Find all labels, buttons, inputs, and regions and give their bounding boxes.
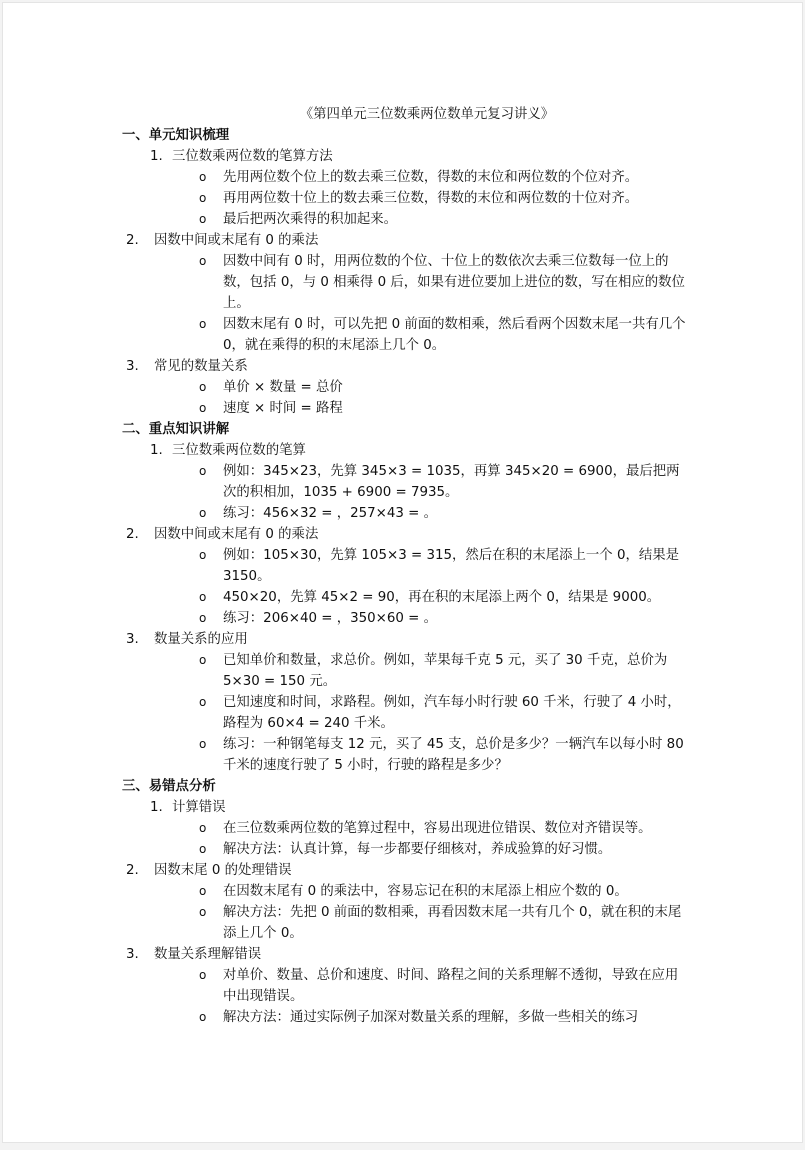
bullet-point — [122, 839, 692, 860]
bullet-point — [122, 188, 692, 209]
section-heading: 一、单元知识梳理 — [122, 128, 230, 143]
item-number: 2. — [126, 863, 139, 878]
item-number: 3. — [126, 359, 139, 374]
item-title: 计算错误 — [172, 800, 226, 815]
bullet-point — [122, 167, 692, 188]
circle-bullet-icon: o — [199, 254, 207, 268]
bullet-point — [122, 1007, 692, 1028]
circle-bullet-icon: o — [199, 506, 207, 520]
bullet-text: 因数中间有 0 时，用两位数的个位、十位上的数依次去乘三位数每一位上的数，包括 0，与 0 相乘得 0 后，如果有进位要加上进位的数，写在相应的数位上。 — [223, 254, 685, 311]
document-content — [122, 104, 692, 1028]
bullet-point — [122, 209, 692, 230]
list-item — [122, 860, 692, 881]
circle-bullet-icon: o — [199, 653, 207, 667]
item-title: 常见的数量关系 — [154, 359, 248, 374]
circle-bullet-icon: o — [199, 968, 207, 982]
item-title: 三位数乘两位数的笔算 — [172, 443, 306, 458]
item-number: 3. — [126, 632, 139, 647]
item-title: 三位数乘两位数的笔算方法 — [172, 149, 333, 164]
item-title: 因数中间或末尾有 0 的乘法 — [154, 233, 319, 248]
section-heading: 三、易错点分析 — [122, 779, 216, 794]
document-title: 《第四单元三位数乘两位数单元复习讲义》 — [299, 107, 555, 122]
circle-bullet-icon: o — [199, 1010, 207, 1024]
circle-bullet-icon: o — [199, 170, 207, 184]
item-title: 数量关系的应用 — [154, 632, 248, 647]
circle-bullet-icon: o — [199, 842, 207, 856]
bullet-text: 速度 × 时间 = 路程 — [223, 401, 343, 416]
item-number: 1. — [150, 149, 163, 164]
bullet-point — [122, 587, 692, 608]
bullet-text: 对单价、数量、总价和速度、时间、路程之间的关系理解不透彻，导致在应用中出现错误。 — [223, 968, 679, 1004]
circle-bullet-icon: o — [199, 191, 207, 205]
circle-bullet-icon: o — [199, 590, 207, 604]
bullet-point — [122, 734, 692, 776]
item-number: 3. — [126, 947, 139, 962]
circle-bullet-icon: o — [199, 464, 207, 478]
list-item — [122, 356, 692, 377]
bullet-text: 在三位数乘两位数的笔算过程中，容易出现进位错误、数位对齐错误等。 — [223, 821, 652, 836]
circle-bullet-icon: o — [199, 317, 207, 331]
bullet-point — [122, 818, 692, 839]
bullet-text: 已知单价和数量，求总价。例如，苹果每千克 5 元，买了 30 千克，总价为 5×30 = 150 元。 — [223, 653, 668, 689]
bullet-text: 解决方法：通过实际例子加深对数量关系的理解，多做一些相关的练习 — [223, 1010, 639, 1025]
bullet-text: 因数末尾有 0 时，可以先把 0 前面的数相乘，然后看两个因数末尾一共有几个 0，就在乘得的积的末尾添上几个 0。 — [223, 317, 686, 353]
circle-bullet-icon: o — [199, 548, 207, 562]
bullet-text: 例如：105×30，先算 105×3 = 315，然后在积的末尾添上一个 0，结果是 3150。 — [223, 548, 680, 584]
circle-bullet-icon: o — [199, 821, 207, 835]
bullet-text: 最后把两次乘得的积加起来。 — [223, 212, 398, 227]
bullet-text: 解决方法：先把 0 前面的数相乘，再看因数末尾一共有几个 0，就在积的末尾添上几个 0。 — [223, 905, 682, 941]
bullet-point — [122, 398, 692, 419]
bullet-point — [122, 692, 692, 734]
list-item — [122, 524, 692, 545]
circle-bullet-icon: o — [199, 905, 207, 919]
circle-bullet-icon: o — [199, 884, 207, 898]
bullet-text: 先用两位数个位上的数去乘三位数，得数的末位和两位数的个位对齐。 — [223, 170, 639, 185]
circle-bullet-icon: o — [199, 212, 207, 226]
bullet-point — [122, 503, 692, 524]
section-heading: 二、重点知识讲解 — [122, 422, 230, 437]
bullet-point — [122, 314, 692, 356]
item-number: 2. — [126, 527, 139, 542]
list-item — [122, 440, 692, 461]
circle-bullet-icon: o — [199, 401, 207, 415]
bullet-point — [122, 545, 692, 587]
bullet-point — [122, 881, 692, 902]
bullet-point — [122, 608, 692, 629]
bullet-text: 单价 × 数量 = 总价 — [223, 380, 343, 395]
item-number: 1. — [150, 800, 163, 815]
bullet-text: 例如：345×23，先算 345×3 = 1035，再算 345×20 = 6900，最后把两次的积相加，1035 + 6900 = 7935。 — [223, 464, 680, 500]
item-title: 因数中间或末尾有 0 的乘法 — [154, 527, 319, 542]
bullet-text: 已知速度和时间，求路程。例如，汽车每小时行驶 60 千米，行驶了 4 小时，路程为 60×4 = 240 千米。 — [223, 695, 681, 731]
bullet-text: 练习：456×32 = ，257×43 = 。 — [223, 506, 438, 521]
bullet-text: 练习：一种钢笔每支 12 元，买了 45 支，总价是多少？一辆汽车以每小时 80 千米的速度行驶了 5 小时，行驶的路程是多少？ — [223, 737, 684, 773]
bullet-point — [122, 461, 692, 503]
bullet-text: 再用两位数十位上的数去乘三位数，得数的末位和两位数的十位对齐。 — [223, 191, 639, 206]
bullet-point — [122, 965, 692, 1007]
item-title: 因数末尾 0 的处理错误 — [154, 863, 292, 878]
list-item — [122, 944, 692, 965]
list-item — [122, 797, 692, 818]
list-item — [122, 629, 692, 650]
item-number: 2. — [126, 233, 139, 248]
document-page — [2, 2, 803, 1143]
circle-bullet-icon: o — [199, 611, 207, 625]
list-item — [122, 146, 692, 167]
bullet-point — [122, 902, 692, 944]
bullet-point — [122, 251, 692, 314]
bullet-text: 练习：206×40 = ，350×60 = 。 — [223, 611, 438, 626]
bullet-text: 450×20，先算 45×2 = 90，再在积的末尾添上两个 0，结果是 9000。 — [223, 590, 661, 605]
bullet-text: 解决方法：认真计算，每一步都要仔细核对，养成验算的好习惯。 — [223, 842, 612, 857]
list-item — [122, 230, 692, 251]
bullet-text: 在因数末尾有 0 的乘法中，容易忘记在积的末尾添上相应个数的 0。 — [223, 884, 628, 899]
item-title: 数量关系理解错误 — [154, 947, 262, 962]
bullet-point — [122, 377, 692, 398]
item-number: 1. — [150, 443, 163, 458]
circle-bullet-icon: o — [199, 695, 207, 709]
circle-bullet-icon: o — [199, 380, 207, 394]
bullet-point — [122, 650, 692, 692]
circle-bullet-icon: o — [199, 737, 207, 751]
